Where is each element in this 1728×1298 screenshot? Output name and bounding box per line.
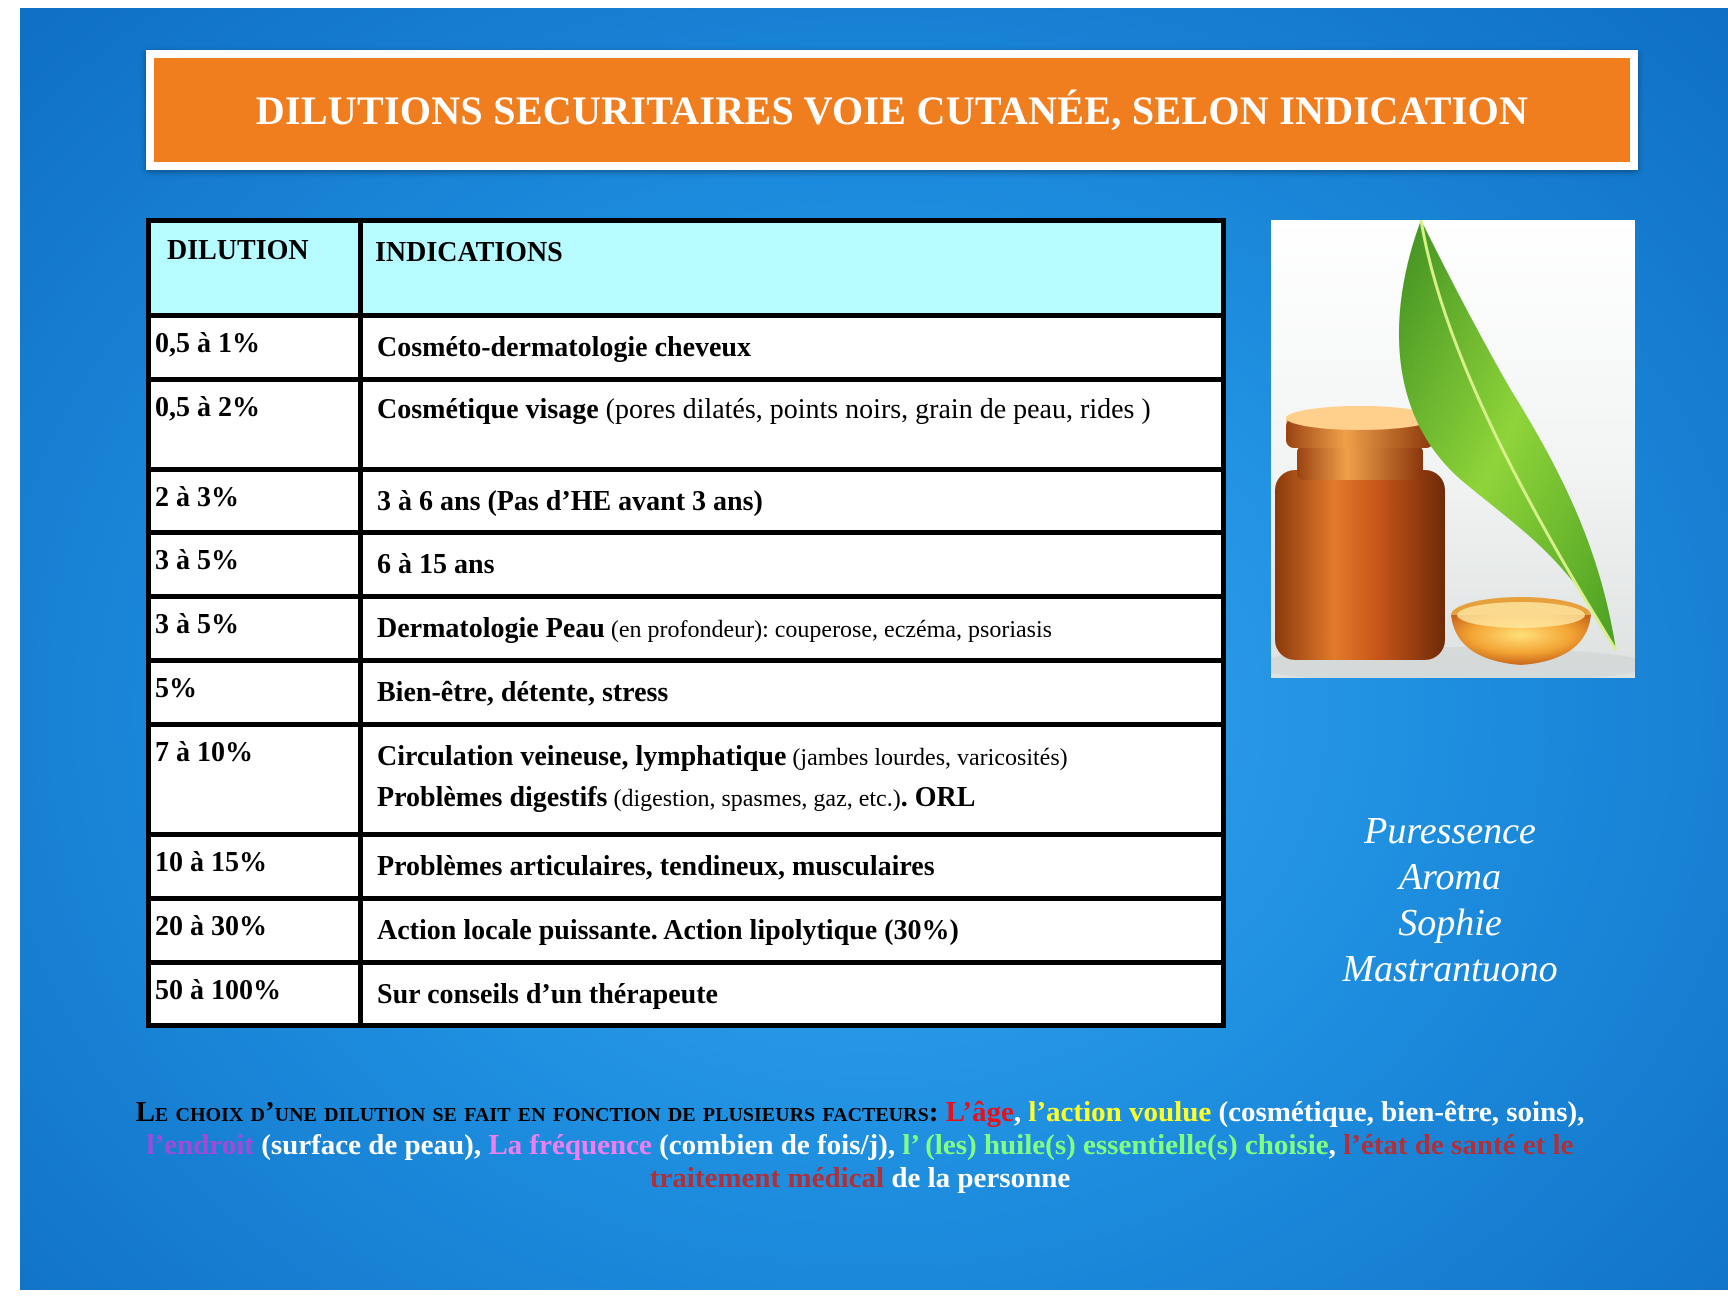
dilution-cell: 3 à 5%: [149, 533, 361, 597]
table-row: [149, 533, 1224, 597]
note-sep: ,: [1013, 1096, 1029, 1128]
indication-detail: (en profondeur): couperose, eczéma, psoriasis: [604, 617, 1052, 643]
product-photo: [1271, 220, 1635, 678]
indication-cell: [361, 725, 1224, 835]
header-dilution: DILUTION: [149, 221, 361, 316]
indication-cell: [361, 316, 1224, 380]
dilution-cell: 5%: [149, 661, 361, 725]
dilution-cell: 0,5 à 1%: [149, 316, 361, 380]
note-end: de la personne: [884, 1162, 1071, 1194]
dilution-cell: 3 à 5%: [149, 597, 361, 661]
indication-main: 6 à 15 ans: [377, 549, 495, 580]
note-sep: ,: [1328, 1129, 1344, 1161]
note-endroit-detail: (surface de peau),: [253, 1129, 489, 1161]
note-age: L’âge: [945, 1096, 1014, 1128]
note-frequence: La fréquence: [488, 1129, 652, 1161]
indication-line: [377, 778, 1211, 819]
indication-cell: [361, 835, 1224, 899]
note-sante: l’état de santé et le traitement médical: [649, 1129, 1574, 1194]
table-row: [149, 899, 1224, 963]
page-title: DILUTIONS SECURITAIRES VOIE CUTANÉE, SELON INDICATION: [154, 58, 1630, 162]
indication-detail: (digestion, spasmes, gaz, etc.): [607, 786, 901, 812]
note-intro: Le choix d’une dilution se fait en fonction de plusieurs facteurs:: [135, 1096, 939, 1128]
indication-cell: [361, 661, 1224, 725]
dilution-table: [146, 218, 1226, 1028]
table-row: [149, 835, 1224, 899]
indication-cell: [361, 597, 1224, 661]
indication-main: Dermatologie Peau: [377, 613, 605, 644]
indication-main: Bien-être, détente, stress: [377, 677, 669, 708]
header-indications: INDICATIONS: [361, 221, 1224, 316]
indication-main: Cosméto-dermatologie cheveux: [377, 332, 752, 363]
table-row: [149, 380, 1224, 470]
indication-cell: [361, 470, 1224, 533]
indication-end: . ORL: [900, 782, 976, 813]
note-action-detail: (cosmétique, bien-être, soins),: [1211, 1096, 1585, 1128]
indication-cell: [361, 380, 1224, 470]
indication-cell: [361, 899, 1224, 963]
title-banner: [146, 50, 1638, 170]
credit-line: Mastrantuono: [1342, 948, 1558, 990]
indication-main: Action locale puissante. Action lipolytique (30%): [377, 915, 959, 946]
table-row: [149, 316, 1224, 380]
indication-line: [377, 737, 1211, 778]
table-row: [149, 725, 1224, 835]
table-row: [149, 470, 1224, 533]
credit-line: Puressence: [1364, 810, 1536, 852]
note-endroit: l’endroit: [146, 1129, 254, 1161]
indication-main: Circulation veineuse, lymphatique: [377, 741, 787, 772]
credit-line: Sophie: [1398, 902, 1502, 944]
author-credits: [1230, 808, 1670, 992]
dilution-factors-note: [80, 1096, 1640, 1195]
indication-main: Problèmes digestifs: [377, 782, 608, 813]
indication-detail: (jambes lourdes, varicosités): [786, 745, 1068, 771]
indication-detail: (pores dilatés, points noirs, grain de peau, rides ): [598, 394, 1151, 425]
amber-jar-icon: [1271, 220, 1635, 678]
indication-cell: [361, 963, 1224, 1026]
slide: [20, 8, 1728, 1290]
dilution-cell: 10 à 15%: [149, 835, 361, 899]
dilution-cell: 7 à 10%: [149, 725, 361, 835]
dilution-cell: 2 à 3%: [149, 470, 361, 533]
indication-main: Problèmes articulaires, tendineux, musculaires: [377, 851, 935, 882]
table-header-row: [149, 221, 1224, 316]
indication-main: 3 à 6 ans (Pas d’HE avant 3 ans): [377, 486, 763, 517]
table-row: [149, 963, 1224, 1026]
dilution-cell: 50 à 100%: [149, 963, 361, 1026]
table-row: [149, 661, 1224, 725]
dilution-cell: 20 à 30%: [149, 899, 361, 963]
note-action: l’action voulue: [1028, 1096, 1212, 1128]
credit-line: Aroma: [1398, 856, 1502, 898]
note-frequence-detail: (combien de fois/j),: [651, 1129, 903, 1161]
indication-cell: [361, 533, 1224, 597]
indication-main: Cosmétique visage: [377, 394, 599, 425]
dilution-cell: 0,5 à 2%: [149, 380, 361, 470]
indication-main: Sur conseils d’un thérapeute: [377, 979, 718, 1010]
note-huiles: l’ (les) huile(s) essentielle(s) choisie: [902, 1129, 1329, 1161]
table-row: [149, 597, 1224, 661]
